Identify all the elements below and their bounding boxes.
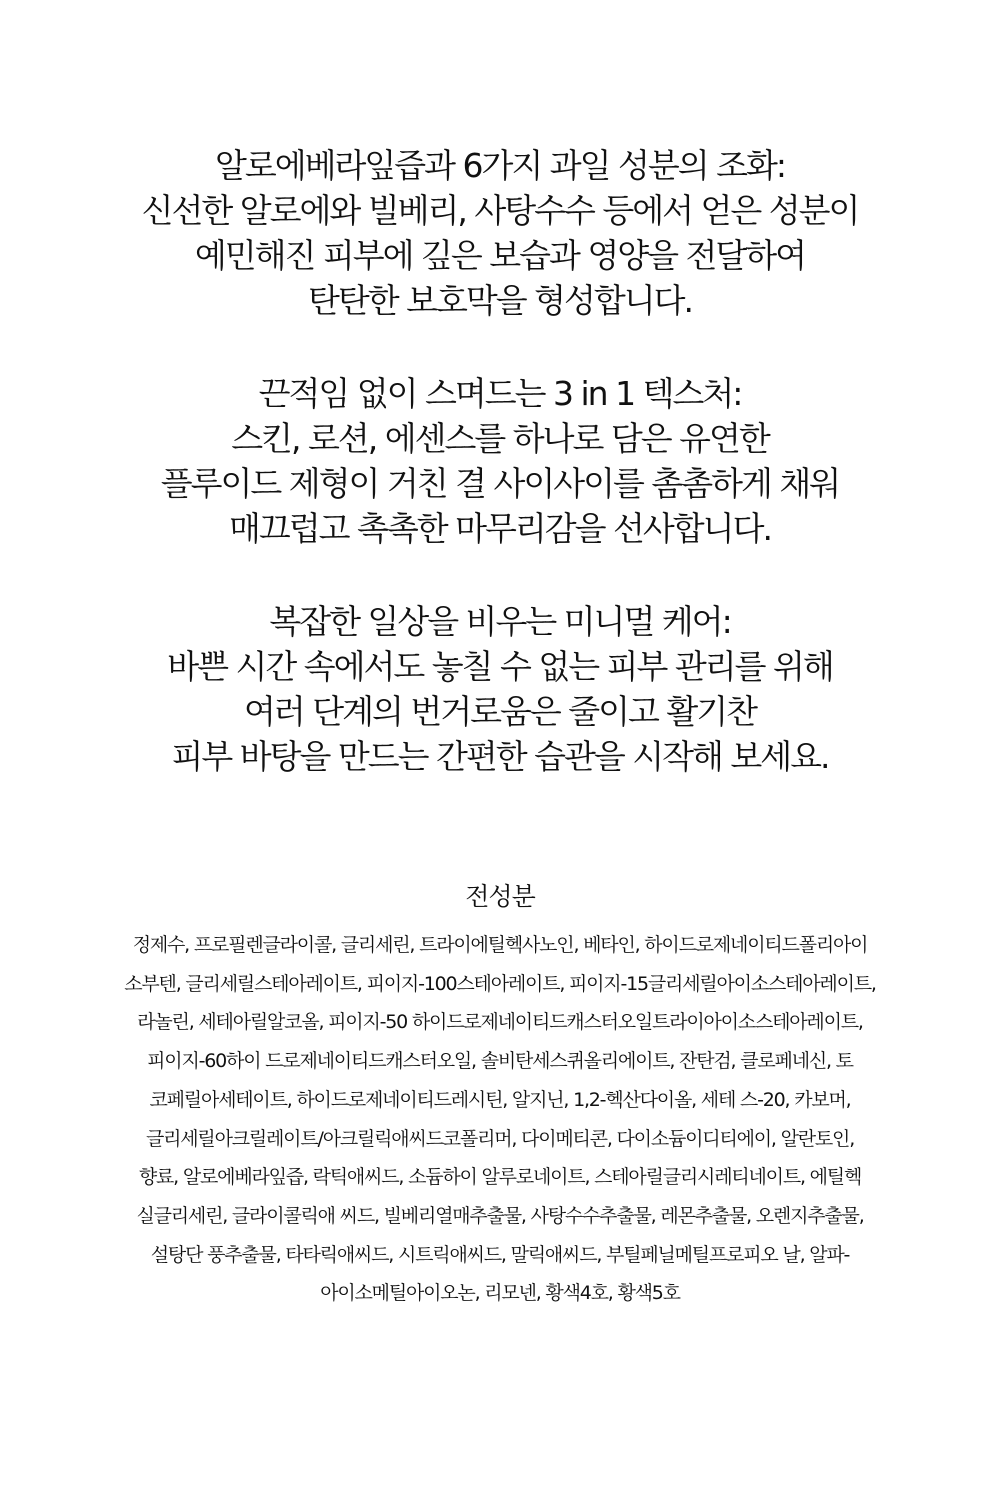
feature-block-texture [0, 371, 1000, 551]
ingredient-list-line: 정제수, 프로필렌글라이콜, 글리세린, 트라이에틸헥사노인, 베타인, 하이드로제네이티드폴리아이 [132, 934, 868, 956]
feature-text-line: 플루이드 제형이 거친 결 사이사이를 촘촘하게 채워 [160, 464, 840, 503]
ingredient-list-line: 코페릴아세테이트, 하이드로제네이티드레시틴, 알지닌, 1,2-헥산다이올, 세테 스-20, 카보머, [149, 1088, 851, 1111]
ingredient-list-line: 실글리세린, 글라이콜릭애 씨드, 빌베리열매추출물, 사탕수수추출물, 레몬추출물, 오렌지추출물, [136, 1204, 864, 1227]
ingredients-title: 전성분 [465, 882, 535, 911]
feature-text-line: 예민해진 피부에 깊은 보습과 영양을 전달하여 [194, 236, 806, 275]
ingredient-list-line: 아이소메틸아이오논, 리모넨, 황색4호, 황색5호 [320, 1282, 680, 1305]
full-ingredients-section [0, 877, 1000, 1313]
ingredient-list-line: 소부텐, 글리세릴스테아레이트, 피이지-100스테아레이트, 피이지-15글리세릴아이소스테아레이트, [124, 972, 876, 995]
feature-text-line: 신선한 알로에와 빌베리, 사탕수수 등에서 얻은 성분이 [141, 191, 859, 230]
ingredient-list-line: 라놀린, 세테아릴알코올, 피이지-50 하이드로제네이티드캐스터오일트라이아이소스테아레이트, [137, 1011, 863, 1034]
feature-block-aloe-fruit [0, 143, 1000, 323]
feature-text-line: 바쁜 시간 속에서도 놓칠 수 없는 피부 관리를 위해 [167, 647, 833, 686]
feature-text-line: 매끄럽고 촉촉한 마무리감을 선사합니다. [229, 509, 771, 548]
feature-text-line: 탄탄한 보호막을 형성합니다. [307, 281, 692, 320]
feature-block-minimal-care [0, 599, 1000, 779]
ingredient-list-line: 설탕단 풍추출물, 타타릭애씨드, 시트릭애씨드, 말릭애씨드, 부틸페닐메틸프로피오 날, 알파- [150, 1243, 850, 1266]
feature-text-line: 스킨, 로션, 에센스를 하나로 담은 유연한 [231, 419, 769, 458]
feature-text-line: 피부 바탕을 만드는 간편한 습관을 시작해 보세요. [171, 737, 829, 776]
ingredient-list-line: 글리세릴아크릴레이트/아크릴릭애씨드코폴리머, 다이메티콘, 다이소듐이디티에이, 알란토인, [145, 1127, 855, 1150]
ingredient-list-line: 향료, 알로에베라잎즙, 락틱애씨드, 소듐하이 알루로네이트, 스테아릴글리시레티네이트, 에틸헥 [138, 1166, 862, 1189]
feature-heading: 복잡한 일상을 비우는 미니멀 케어: [269, 602, 731, 641]
feature-descriptions [0, 143, 1000, 827]
ingredient-list-line: 피이지-60하이 드로제네이티드캐스터오일, 솔비탄세스퀴올리에이트, 잔탄검, 클로페네신, 토 [147, 1050, 853, 1073]
feature-heading: 알로에베라잎즙과 6가지 과일 성분의 조화: [215, 146, 785, 185]
feature-text-line: 여러 단계의 번거로움은 줄이고 활기찬 [243, 692, 756, 731]
feature-heading: 끈적임 없이 스며드는 3 in 1 텍스처: [258, 374, 742, 413]
